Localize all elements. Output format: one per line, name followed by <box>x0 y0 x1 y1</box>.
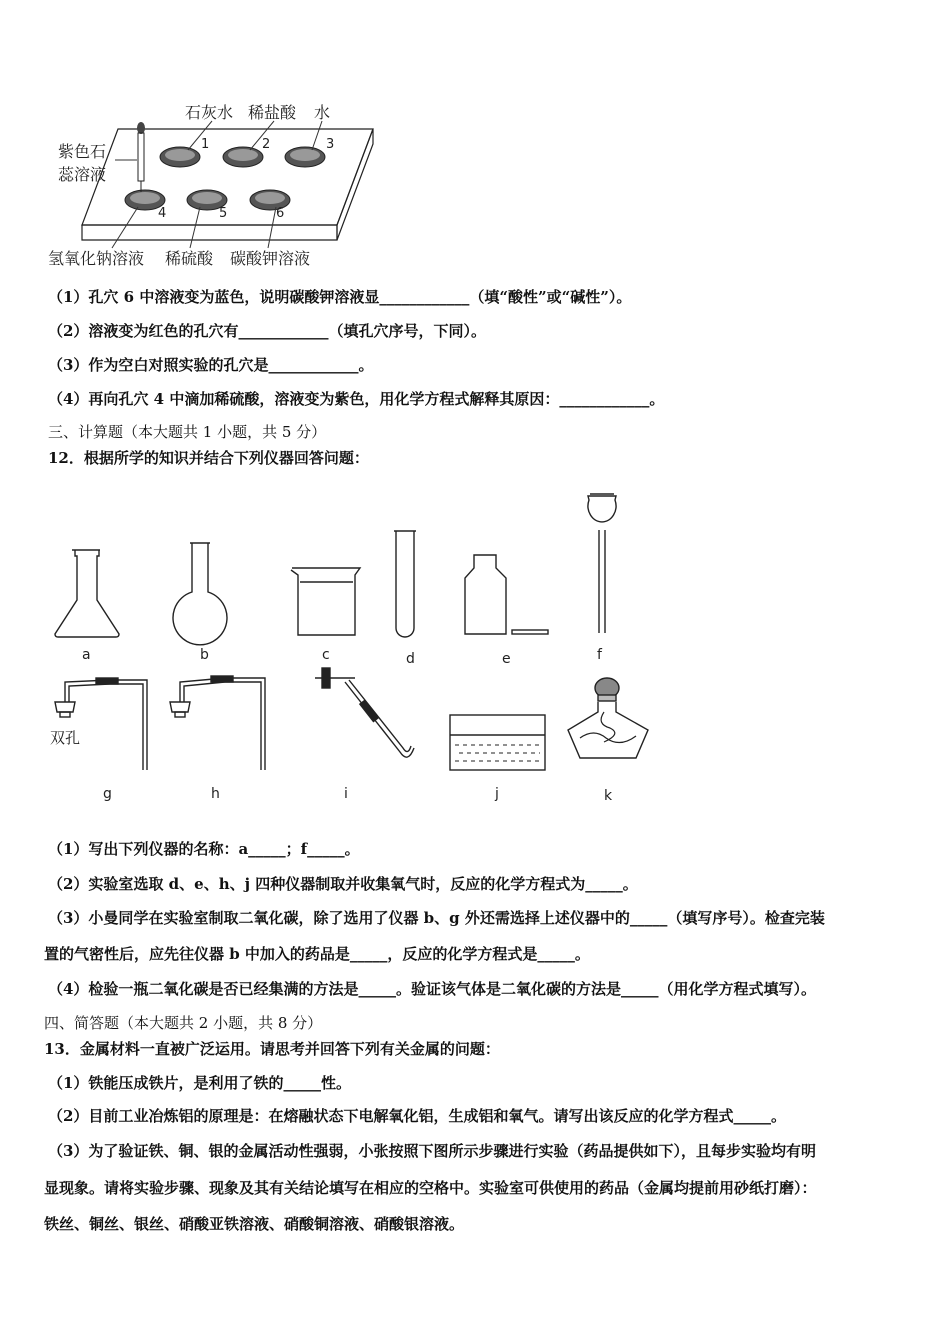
label-naoh: 氢氧化钠溶液 <box>48 249 145 268</box>
q13-stem: 13．金属材料一直被广泛运用。请思考并回答下列有关金属的问题： <box>44 1040 500 1058</box>
label-litmus-2: 蕊溶液 <box>58 165 107 184</box>
label-k: k <box>604 788 613 804</box>
beaker-icon <box>291 568 360 635</box>
q12-part-3-line-2: 置的气密性后，应先往仪器 b 中加入的药品是_____，反应的化学方程式是_____。 <box>44 945 590 963</box>
label-i: i <box>344 786 348 802</box>
glass-plate-icon <box>512 630 548 634</box>
q12-part-3-line-1: （3）小曼同学在实验室制取二氧化碳，除了选用了仪器 b、g 外还需选择上述仪器中的_____（填写序号）。检查完装 <box>48 909 825 927</box>
q12-stem: 12．根据所学的知识并结合下列仪器回答问题： <box>48 449 369 467</box>
test-tube-icon <box>394 531 416 637</box>
q12-part-4: （4）检验一瓶二氧化碳是否已经集满的方法是_____。验证该气体是二氧化碳的方法是_____（用化学方程式填写）。 <box>48 980 816 998</box>
label-g: g <box>103 786 112 802</box>
two-hole-stopper-tube-icon <box>55 678 147 770</box>
conical-flask-icon <box>55 550 119 637</box>
gas-jar-icon <box>465 555 548 634</box>
label-litmus-1: 紫色石 <box>58 142 107 161</box>
well-number-2: 2 <box>262 137 271 152</box>
q11-part-1: （1）孔穴 6 中溶液变为蓝色，说明碳酸钾溶液显____________（填“酸性”或“碱性”）。 <box>48 288 632 306</box>
delivery-tube-icon <box>315 668 414 757</box>
well-number-3: 3 <box>326 137 335 152</box>
label-e: e <box>502 651 511 667</box>
water-trough-icon <box>450 715 545 770</box>
well-number-5: 5 <box>219 206 228 221</box>
q13-part-2: （2）目前工业冶炼铝的原理是：在熔融状态下电解氧化铝，生成铝和氧气。请写出该反应的化学方程式_____。 <box>48 1107 786 1125</box>
round-bottom-flask-icon <box>173 543 227 645</box>
label-water: 水 <box>314 103 331 122</box>
q13-part-1: （1）铁能压成铁片，是利用了铁的_____性。 <box>48 1074 351 1092</box>
q13-part-3-line-1: （3）为了验证铁、铜、银的金属活动性强弱，小张按照下图所示步骤进行实验（药品提供如下），且每步实验均有明 <box>48 1142 816 1160</box>
label-limewater: 石灰水 <box>185 103 234 122</box>
q11-part-4: （4）再向孔穴 4 中滴加稀硫酸，溶液变为紫色，用化学方程式解释其原因：____________。 <box>48 390 665 408</box>
q12-part-1: （1）写出下列仪器的名称：a_____；f_____。 <box>48 840 360 858</box>
label-j: j <box>495 786 499 802</box>
q11-part-3: （3）作为空白对照实验的孔穴是____________。 <box>48 356 374 374</box>
well-number-6: 6 <box>276 206 285 221</box>
label-two-hole: 双孔 <box>50 729 81 747</box>
well-number-4: 4 <box>158 206 167 221</box>
label-f: f <box>597 647 602 663</box>
q13-part-3-line-2: 显现象。请将实验步骤、现象及其有关结论填写在相应的空格中。实验室可供使用的药品（金属均提前用砂纸打磨）： <box>44 1179 817 1197</box>
label-b: b <box>200 647 209 663</box>
q11-part-2: （2）溶液变为红色的孔穴有____________（填孔穴序号，下同）。 <box>48 322 486 340</box>
q12-part-2: （2）实验室选取 d、e、h、j 四种仪器制取并收集氧气时，反应的化学方程式为_____。 <box>48 875 638 893</box>
well-number-1: 1 <box>201 137 210 152</box>
label-d: d <box>406 651 415 667</box>
alcohol-lamp-icon <box>568 678 648 758</box>
label-k2co3: 碳酸钾溶液 <box>230 249 311 268</box>
label-h2so4: 稀硫酸 <box>165 249 214 268</box>
section-4-heading: 四、简答题（本大题共 2 小题，共 8 分） <box>44 1014 323 1032</box>
q13-part-3-line-3: 铁丝、铜丝、银丝、硝酸亚铁溶液、硝酸铜溶液、硝酸银溶液。 <box>44 1215 465 1233</box>
label-h: h <box>211 786 220 802</box>
label-c: c <box>322 647 330 663</box>
label-a: a <box>82 647 91 663</box>
label-dilute-hcl: 稀盐酸 <box>248 103 297 122</box>
stopper-tube-icon <box>170 676 265 770</box>
section-3-heading: 三、计算题（本大题共 1 小题，共 5 分） <box>48 423 327 441</box>
thistle-funnel-icon <box>588 494 616 633</box>
